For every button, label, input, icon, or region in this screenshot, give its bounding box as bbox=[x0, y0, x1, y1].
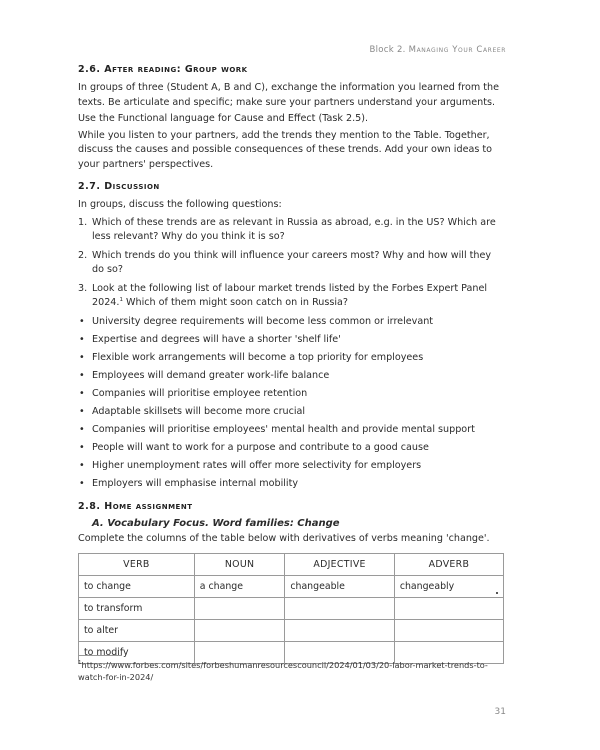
list-item bbox=[78, 216, 506, 245]
table-cell: a change bbox=[194, 576, 285, 598]
list-item: • Employees will demand greater work-life balance bbox=[78, 369, 506, 384]
block-number: Block 2. bbox=[369, 45, 406, 55]
column-header: ADJECTIVE bbox=[285, 554, 394, 576]
footnote-link[interactable]: https://www.forbes.com/sites/forbeshumanresourcescouncil/2024/01/03/20-labor-market-trends-to-watch-for-in-2024/ bbox=[78, 660, 488, 682]
table-cell: to alter bbox=[79, 620, 195, 642]
list-item: • Flexible work arrangements will become a top priority for employees bbox=[78, 351, 506, 366]
table-cell[interactable] bbox=[394, 598, 503, 620]
paragraph: While you listen to your partners, add the trends they mention to the Table. Together, discuss the causes and possible consequences of these trends. Add your own ideas to your partners' perspectives. bbox=[78, 129, 493, 170]
question-list bbox=[78, 216, 506, 311]
table-row bbox=[79, 598, 504, 620]
list-item bbox=[78, 282, 506, 311]
table-cell[interactable] bbox=[285, 598, 394, 620]
table-cell[interactable] bbox=[285, 620, 394, 642]
table-cell: changeable bbox=[285, 576, 394, 598]
table-cell: to transform bbox=[79, 598, 195, 620]
trend-list bbox=[78, 315, 506, 492]
list-item: • Higher unemployment rates will offer more selectivity for employers bbox=[78, 459, 506, 474]
list-item bbox=[78, 249, 506, 278]
question-number: 2. bbox=[78, 249, 88, 261]
list-item: • Expertise and degrees will have a shorter 'shelf life' bbox=[78, 333, 506, 348]
word-family-table bbox=[78, 553, 504, 664]
chapter-title: Managing Your Career bbox=[408, 45, 506, 55]
list-item: • Companies will prioritise employees' mental health and provide mental support bbox=[78, 423, 506, 438]
section-2-8 bbox=[78, 501, 506, 665]
table-row bbox=[79, 620, 504, 642]
content bbox=[78, 64, 506, 673]
list-item: • Employers will emphasise internal mobility bbox=[78, 477, 506, 492]
section-2-6 bbox=[78, 64, 506, 172]
table-cell: to change bbox=[79, 576, 195, 598]
table-cell: changeably bbox=[394, 576, 503, 598]
table-cell[interactable] bbox=[194, 620, 285, 642]
page-number: 31 bbox=[494, 707, 506, 717]
question-number: 3. bbox=[78, 282, 88, 294]
stray-mark bbox=[496, 592, 498, 594]
paragraph: In groups, discuss the following questions: bbox=[78, 199, 282, 210]
column-header: ADVERB bbox=[394, 554, 503, 576]
question-text-continued: Which of them might soon catch on in Russia? bbox=[122, 297, 349, 308]
section-2-7 bbox=[78, 181, 506, 492]
list-item: • University degree requirements will become less common or irrelevant bbox=[78, 315, 506, 330]
table-cell[interactable] bbox=[194, 598, 285, 620]
list-item: • Adaptable skillsets will become more crucial bbox=[78, 405, 506, 420]
table-cell[interactable] bbox=[394, 620, 503, 642]
footnote-ref[interactable]: 1 bbox=[119, 297, 123, 303]
paragraph: Use the Functional language for Cause and Effect (Task 2.5). bbox=[78, 113, 369, 124]
question-text: Look at the following list of labour market trends listed by the Forbes Expert Panel 2024. bbox=[92, 282, 488, 308]
vocab-focus-title: A. Vocabulary Focus. Word families: Change bbox=[92, 517, 340, 529]
footnote-divider bbox=[78, 655, 122, 656]
running-header bbox=[369, 45, 506, 55]
list-item: • People will want to work for a purpose and contribute to a good cause bbox=[78, 441, 506, 456]
column-header: VERB bbox=[79, 554, 195, 576]
instruction: Complete the columns of the table below with derivatives of verbs meaning 'change'. bbox=[78, 532, 490, 544]
section-heading: 2.6. After reading: Group work bbox=[78, 64, 248, 75]
paragraph: In groups of three (Student A, B and C), exchange the information you learned from the texts. Be articulate and specific; make sure your partners understand your arguments. bbox=[78, 82, 500, 108]
table-header-row bbox=[79, 554, 504, 576]
question-number: 1. bbox=[78, 216, 88, 228]
footnote bbox=[78, 659, 508, 683]
section-heading: 2.8. Home assignment bbox=[78, 500, 193, 512]
section-heading: 2.7. Discussion bbox=[78, 181, 160, 192]
question-text: Which trends do you think will influence your careers most? Why and how will they do so? bbox=[92, 249, 492, 275]
list-item: • Companies will prioritise employee retention bbox=[78, 387, 506, 402]
column-header: NOUN bbox=[194, 554, 285, 576]
question-text: Which of these trends are as relevant in Russia as abroad, e.g. in the US? Which are less relevant? Why do you think it is so? bbox=[92, 216, 496, 242]
table-row bbox=[79, 576, 504, 598]
footnote-marker: 1 bbox=[78, 660, 82, 666]
table-cell: to modify bbox=[79, 642, 195, 664]
